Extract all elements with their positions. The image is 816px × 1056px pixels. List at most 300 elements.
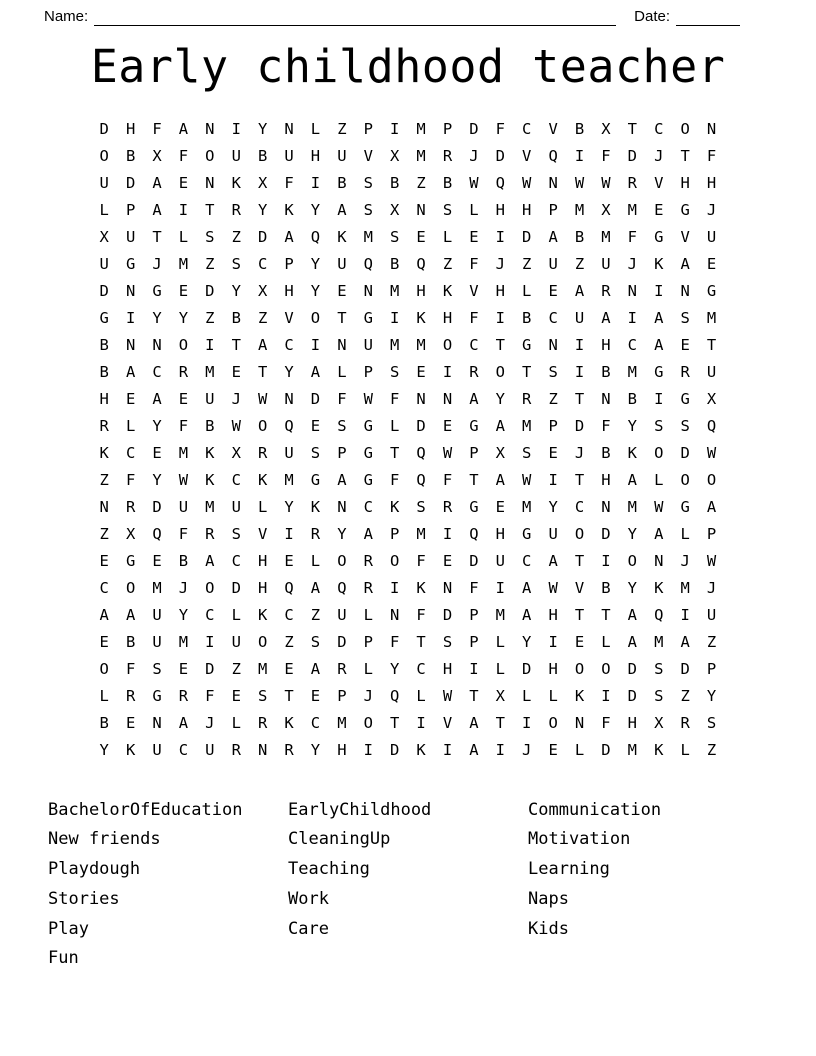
grid-letter: G	[706, 281, 717, 300]
grid-letter: D	[601, 524, 611, 543]
grid-letter: D	[522, 227, 532, 246]
grid-letter: L	[548, 686, 558, 705]
word-list-item: Learning	[528, 859, 610, 880]
grid-letter: R	[125, 497, 136, 516]
puzzle-title: Early childhood teacher	[90, 40, 726, 93]
grid-letter: F	[416, 551, 426, 570]
grid-letter: X	[99, 227, 109, 246]
grid-letter: N	[574, 713, 585, 732]
grid-letter: S	[442, 632, 453, 651]
grid-letter: B	[574, 119, 585, 138]
word-list-item: BachelorOfEducation	[48, 799, 243, 820]
grid-letter: B	[522, 308, 532, 327]
grid-letter: X	[495, 686, 505, 705]
grid-letter: I	[601, 686, 611, 705]
grid-letter: H	[548, 659, 558, 678]
grid-letter: K	[125, 740, 136, 759]
grid-letter: V	[548, 119, 558, 138]
grid-letter: A	[522, 578, 532, 597]
grid-letter: S	[706, 713, 717, 732]
grid-letter: E	[469, 227, 479, 246]
grid-letter: D	[574, 416, 585, 435]
grid-letter: Y	[257, 119, 268, 138]
grid-letter: Q	[469, 524, 479, 543]
grid-letter: W	[363, 389, 373, 408]
grid-letter: B	[601, 578, 611, 597]
grid-letter: X	[706, 389, 717, 408]
grid-letter: P	[284, 254, 294, 273]
grid-letter: Y	[522, 632, 532, 651]
grid-letter: H	[495, 281, 505, 300]
grid-letter: X	[152, 146, 162, 165]
grid-letter: C	[284, 605, 294, 624]
grid-letter: O	[363, 713, 373, 732]
grid-letter: R	[99, 416, 109, 435]
grid-letter: N	[442, 389, 453, 408]
grid-letter: J	[231, 389, 241, 408]
grid-letter: F	[178, 524, 189, 543]
grid-letter: I	[601, 551, 611, 570]
grid-letter: I	[390, 308, 400, 327]
grid-letter: M	[654, 632, 664, 651]
grid-letter: I	[574, 335, 585, 354]
grid-letter: L	[310, 551, 321, 570]
grid-letter: A	[654, 524, 664, 543]
grid-letter: H	[310, 146, 321, 165]
grid-letter: D	[469, 119, 479, 138]
grid-letter: Q	[390, 686, 400, 705]
grid-letter: X	[601, 200, 611, 219]
grid-letter: E	[310, 686, 321, 705]
grid-letter: H	[548, 605, 558, 624]
grid-row	[91, 683, 725, 710]
grid-letter: S	[442, 200, 453, 219]
grid-letter: S	[231, 254, 241, 273]
grid-row	[91, 359, 725, 386]
grid-letter: T	[390, 443, 400, 462]
grid-letter: Y	[178, 605, 189, 624]
grid-letter: A	[627, 632, 637, 651]
grid-row	[91, 116, 725, 143]
grid-letter: R	[627, 173, 637, 192]
grid-letter: M	[522, 416, 532, 435]
grid-letter: M	[574, 200, 585, 219]
grid-letter: I	[522, 713, 532, 732]
grid-letter: G	[363, 470, 373, 489]
grid-letter: J	[469, 146, 479, 165]
grid-letter: K	[284, 713, 294, 732]
grid-letter: Z	[706, 632, 717, 651]
grid-letter: S	[363, 173, 373, 192]
grid-letter: S	[310, 443, 321, 462]
grid-letter: D	[99, 119, 109, 138]
grid-letter: F	[337, 389, 347, 408]
grid-letter: U	[152, 740, 162, 759]
grid-letter: G	[125, 254, 136, 273]
grid-letter: C	[654, 119, 664, 138]
grid-letter: A	[284, 227, 294, 246]
grid-letter: K	[284, 200, 294, 219]
grid-letter: Y	[310, 740, 321, 759]
grid-letter: M	[178, 443, 189, 462]
grid-letter: W	[442, 443, 453, 462]
grid-letter: K	[416, 740, 426, 759]
grid-letter: M	[205, 497, 215, 516]
grid-letter: Q	[284, 578, 294, 597]
grid-letter: K	[654, 578, 664, 597]
grid-letter: I	[627, 308, 637, 327]
grid-letter: D	[337, 632, 347, 651]
grid-letter: H	[495, 524, 505, 543]
grid-letter: P	[125, 200, 136, 219]
grid-letter: G	[99, 308, 109, 327]
grid-letter: I	[548, 632, 558, 651]
grid-letter: Z	[680, 686, 690, 705]
grid-letter: E	[125, 713, 136, 732]
grid-letter: Z	[205, 254, 215, 273]
grid-letter: Y	[152, 308, 162, 327]
grid-letter: D	[257, 227, 268, 246]
grid-letter: P	[363, 119, 373, 138]
grid-letter: N	[152, 335, 162, 354]
grid-letter: O	[205, 578, 215, 597]
grid-letter: A	[205, 551, 215, 570]
grid-letter: R	[178, 686, 189, 705]
grid-letter: M	[416, 524, 426, 543]
grid-letter: M	[495, 605, 505, 624]
grid-letter: N	[548, 173, 558, 192]
grid-letter: F	[390, 632, 400, 651]
grid-letter: A	[706, 497, 717, 516]
grid-row	[91, 251, 725, 278]
grid-letter: G	[654, 362, 664, 381]
grid-letter: U	[152, 632, 162, 651]
grid-letter: S	[257, 686, 268, 705]
word-list-item: Fun	[48, 948, 79, 969]
grid-letter: C	[152, 362, 162, 381]
grid-letter: M	[627, 362, 637, 381]
grid-letter: P	[469, 605, 479, 624]
grid-letter: U	[284, 146, 294, 165]
grid-letter: T	[574, 470, 585, 489]
grid-letter: S	[363, 200, 373, 219]
grid-letter: H	[442, 308, 453, 327]
grid-letter: U	[337, 254, 347, 273]
grid-letter: A	[495, 470, 505, 489]
grid-letter: A	[601, 308, 611, 327]
grid-letter: A	[337, 200, 347, 219]
grid-letter: W	[601, 173, 611, 192]
grid-letter: N	[442, 578, 453, 597]
grid-letter: Y	[152, 470, 162, 489]
grid-letter: E	[442, 416, 453, 435]
grid-letter: D	[522, 659, 532, 678]
grid-letter: U	[495, 551, 505, 570]
grid-letter: R	[442, 497, 453, 516]
grid-letter: F	[495, 119, 505, 138]
grid-letter: R	[205, 524, 215, 543]
grid-letter: K	[337, 227, 347, 246]
grid-letter: X	[257, 173, 268, 192]
grid-letter: H	[680, 173, 690, 192]
grid-letter: L	[257, 497, 268, 516]
grid-letter: T	[152, 227, 162, 246]
grid-letter: S	[337, 416, 347, 435]
grid-letter: P	[337, 686, 347, 705]
grid-letter: W	[706, 443, 717, 462]
grid-letter: O	[390, 551, 400, 570]
grid-letter: L	[231, 605, 241, 624]
grid-letter: P	[469, 443, 479, 462]
grid-row	[91, 494, 725, 521]
grid-letter: W	[522, 173, 532, 192]
grid-letter: L	[495, 659, 505, 678]
grid-letter: O	[627, 551, 637, 570]
grid-letter: H	[337, 740, 347, 759]
grid-letter: K	[205, 443, 215, 462]
grid-letter: I	[680, 605, 690, 624]
grid-letter: M	[680, 578, 690, 597]
grid-letter: R	[310, 524, 321, 543]
grid-letter: A	[469, 740, 479, 759]
grid-letter: I	[442, 362, 453, 381]
grid-letter: H	[601, 470, 611, 489]
grid-letter: M	[601, 227, 611, 246]
grid-letter: G	[680, 200, 690, 219]
grid-letter: O	[337, 551, 347, 570]
grid-letter: Q	[284, 416, 294, 435]
grid-letter: Y	[284, 362, 294, 381]
grid-letter: R	[522, 389, 532, 408]
word-list-item: Work	[288, 888, 329, 909]
grid-letter: F	[125, 470, 136, 489]
grid-letter: Q	[416, 443, 426, 462]
grid-letter: I	[363, 740, 373, 759]
grid-letter: B	[390, 173, 400, 192]
grid-row	[91, 332, 725, 359]
grid-letter: P	[442, 119, 453, 138]
grid-letter: E	[310, 416, 321, 435]
grid-letter: A	[680, 632, 690, 651]
grid-letter: O	[178, 335, 189, 354]
grid-letter: L	[390, 416, 400, 435]
grid-letter: Z	[205, 308, 215, 327]
grid-letter: L	[416, 686, 426, 705]
grid-letter: X	[390, 146, 400, 165]
grid-letter: D	[416, 416, 426, 435]
grid-letter: B	[125, 632, 136, 651]
grid-letter: O	[548, 713, 558, 732]
grid-letter: L	[574, 740, 585, 759]
grid-letter: C	[231, 551, 241, 570]
grid-letter: N	[257, 740, 268, 759]
grid-letter: F	[706, 146, 717, 165]
grid-letter: I	[284, 524, 294, 543]
grid-row	[91, 629, 725, 656]
grid-letter: J	[152, 254, 162, 273]
grid-letter: W	[522, 470, 532, 489]
grid-letter: O	[680, 470, 690, 489]
grid-letter: A	[574, 281, 585, 300]
grid-letter: U	[231, 497, 241, 516]
grid-letter: J	[178, 578, 189, 597]
grid-letter: G	[125, 551, 136, 570]
grid-letter: H	[416, 281, 426, 300]
grid-letter: J	[363, 686, 373, 705]
grid-letter: S	[152, 659, 162, 678]
grid-letter: S	[548, 362, 558, 381]
grid-letter: M	[706, 308, 717, 327]
grid-letter: I	[205, 632, 215, 651]
grid-letter: S	[205, 227, 215, 246]
grid-letter: D	[495, 146, 505, 165]
grid-letter: K	[442, 281, 453, 300]
grid-letter: V	[574, 578, 585, 597]
grid-letter: E	[548, 281, 558, 300]
grid-letter: N	[152, 713, 162, 732]
grid-letter: F	[205, 686, 215, 705]
grid-letter: O	[495, 362, 505, 381]
grid-letter: Q	[310, 227, 321, 246]
word-list-item: EarlyChildhood	[288, 799, 432, 820]
grid-letter: A	[152, 173, 162, 192]
grid-letter: N	[363, 281, 373, 300]
grid-letter: Y	[548, 497, 558, 516]
grid-letter: I	[390, 119, 400, 138]
grid-letter: F	[178, 146, 189, 165]
grid-letter: T	[627, 119, 637, 138]
grid-letter: D	[627, 659, 637, 678]
grid-letter: K	[416, 308, 426, 327]
grid-letter: R	[680, 713, 690, 732]
grid-letter: W	[469, 173, 479, 192]
grid-letter: N	[680, 281, 690, 300]
grid-letter: T	[495, 335, 505, 354]
grid-letter: L	[178, 227, 189, 246]
grid-letter: E	[548, 740, 558, 759]
grid-letter: A	[627, 470, 637, 489]
word-list-item: Care	[288, 918, 329, 939]
grid-letter: C	[469, 335, 479, 354]
grid-letter: O	[99, 146, 109, 165]
grid-letter: K	[654, 740, 664, 759]
grid-letter: L	[680, 524, 690, 543]
grid-letter: N	[284, 389, 294, 408]
grid-letter: P	[706, 524, 717, 543]
grid-letter: M	[627, 740, 637, 759]
grid-letter: E	[99, 632, 109, 651]
grid-letter: B	[205, 416, 215, 435]
grid-letter: G	[363, 416, 373, 435]
grid-letter: E	[152, 551, 162, 570]
grid-letter: E	[231, 686, 241, 705]
word-list-item: Naps	[528, 888, 569, 909]
grid-letter: E	[706, 254, 717, 273]
grid-letter: B	[99, 362, 109, 381]
grid-letter: M	[416, 146, 426, 165]
grid-letter: X	[125, 524, 136, 543]
grid-letter: Z	[231, 659, 241, 678]
grid-row	[91, 413, 725, 440]
grid-letter: M	[284, 470, 294, 489]
grid-letter: O	[601, 659, 611, 678]
grid-letter: P	[469, 632, 479, 651]
grid-letter: R	[257, 713, 268, 732]
grid-letter: O	[574, 659, 585, 678]
grid-letter: G	[363, 308, 373, 327]
grid-letter: T	[337, 308, 347, 327]
grid-letter: T	[257, 362, 268, 381]
grid-letter: E	[178, 659, 189, 678]
grid-letter: I	[495, 308, 505, 327]
grid-letter: A	[469, 389, 479, 408]
name-label: Name:	[44, 8, 89, 25]
grid-letter: Y	[706, 686, 717, 705]
grid-letter: Q	[495, 173, 505, 192]
grid-letter: J	[522, 740, 532, 759]
grid-letter: U	[125, 227, 136, 246]
grid-letter: I	[442, 524, 453, 543]
grid-letter: A	[337, 470, 347, 489]
grid-letter: D	[310, 389, 321, 408]
grid-letter: Y	[627, 524, 637, 543]
grid-letter: R	[257, 443, 268, 462]
grid-letter: Y	[310, 254, 321, 273]
grid-letter: G	[654, 227, 664, 246]
grid-letter: F	[442, 470, 453, 489]
grid-letter: A	[310, 659, 321, 678]
grid-letter: M	[178, 254, 189, 273]
grid-letter: J	[654, 146, 664, 165]
grid-letter: S	[390, 362, 400, 381]
grid-letter: T	[205, 200, 215, 219]
grid-letter: U	[601, 254, 611, 273]
grid-letter: R	[231, 740, 241, 759]
grid-letter: R	[601, 281, 611, 300]
grid-letter: V	[654, 173, 664, 192]
grid-letter: N	[205, 173, 215, 192]
grid-letter: L	[601, 632, 611, 651]
grid-letter: A	[654, 335, 664, 354]
grid-letter: N	[416, 389, 426, 408]
grid-letter: G	[522, 335, 532, 354]
grid-letter: K	[205, 470, 215, 489]
grid-letter: Y	[257, 200, 268, 219]
grid-letter: A	[152, 200, 162, 219]
grid-letter: M	[152, 578, 162, 597]
grid-letter: Y	[310, 281, 321, 300]
grid-letter: O	[125, 578, 136, 597]
grid-letter: R	[363, 578, 373, 597]
grid-letter: E	[284, 551, 294, 570]
grid-letter: M	[627, 200, 637, 219]
grid-letter: G	[680, 389, 690, 408]
grid-letter: S	[231, 524, 241, 543]
word-list-column	[288, 796, 528, 975]
grid-letter: C	[416, 659, 426, 678]
grid-letter: T	[574, 389, 585, 408]
grid-row	[91, 143, 725, 170]
grid-letter: W	[442, 686, 453, 705]
grid-letter: X	[495, 443, 505, 462]
grid-row	[91, 710, 725, 737]
grid-letter: M	[390, 335, 400, 354]
grid-letter: V	[363, 146, 373, 165]
grid-row	[91, 575, 725, 602]
grid-letter: Y	[337, 524, 347, 543]
grid-letter: Q	[337, 578, 347, 597]
grid-letter: R	[178, 362, 189, 381]
